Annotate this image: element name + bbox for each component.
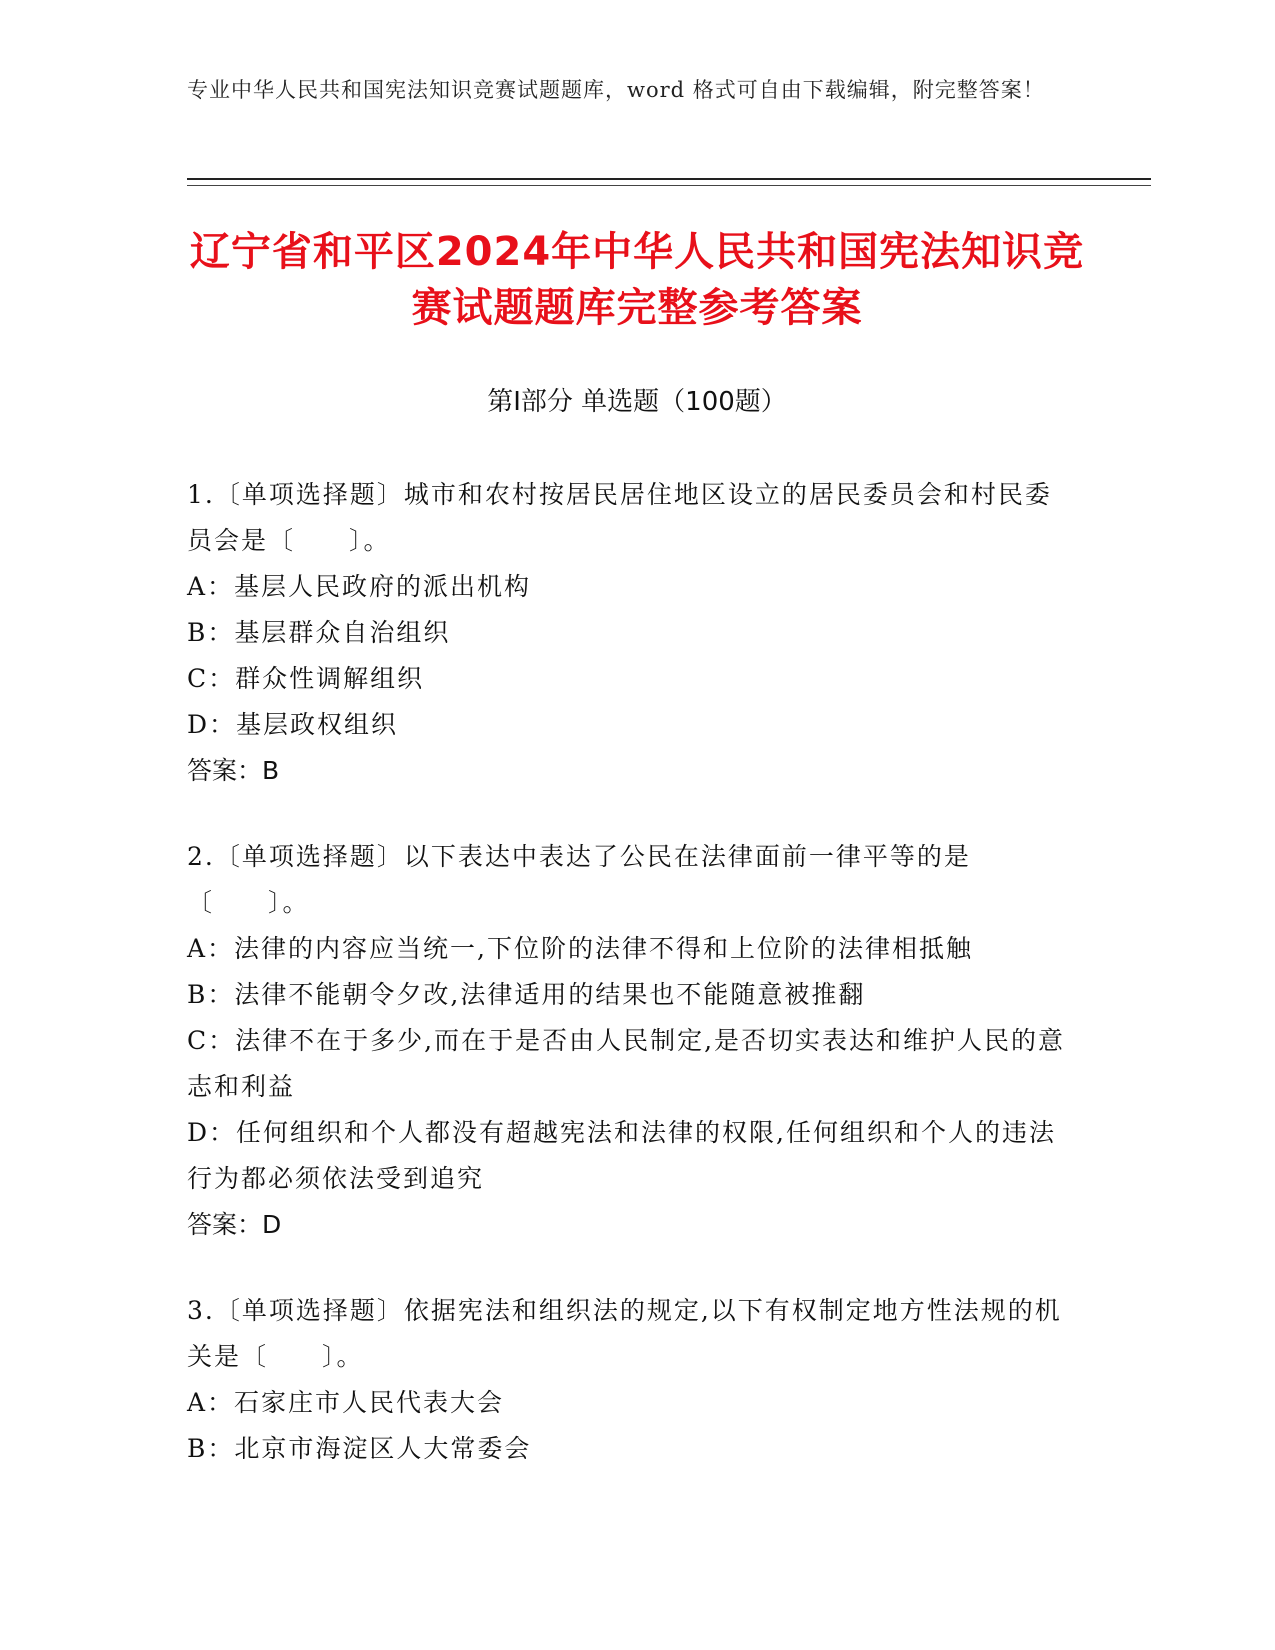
- option-a: A：石家庄市人民代表大会: [187, 1388, 505, 1417]
- option-b: B：基层群众自治组织: [187, 618, 451, 647]
- question-1: [187, 472, 1067, 794]
- question-3: [187, 1288, 1067, 1472]
- answer: 答案：D: [187, 1210, 282, 1239]
- header-rule-thin: [187, 185, 1151, 186]
- section-heading: 第Ⅰ部分 单选题（100题）: [487, 387, 787, 417]
- option-c: C：法律不在于多少,而在于是否由人民制定,是否切实表达和维护人民的意志和利益: [187, 1026, 1066, 1101]
- header-note: 专业中华人民共和国宪法知识竞赛试题题库，word 格式可自由下载编辑，附完整答案！: [187, 78, 1045, 102]
- question-stem: 2.〔单项选择题〕以下表达中表达了公民在法律面前一律平等的是〔 〕。: [187, 842, 971, 917]
- answer: 答案：B: [187, 756, 280, 785]
- option-a: A：法律的内容应当统一,下位阶的法律不得和上位阶的法律相抵触: [187, 934, 974, 963]
- option-d: D：任何组织和个人都没有超越宪法和法律的权限,任何组织和个人的违法行为都必须依法受到追究: [187, 1118, 1056, 1193]
- question-2: [187, 834, 1067, 1248]
- option-b: B：法律不能朝令夕改,法律适用的结果也不能随意被推翻: [187, 980, 866, 1009]
- question-stem: 1.〔单项选择题〕城市和农村按居民居住地区设立的居民委员会和村民委员会是〔 〕。: [187, 480, 1052, 555]
- header-rule-thick: [187, 178, 1151, 180]
- option-b: B：北京市海淀区人大常委会: [187, 1434, 532, 1463]
- question-stem: 3.〔单项选择题〕依据宪法和组织法的规定,以下有权制定地方性法规的机关是〔 〕。: [187, 1296, 1062, 1371]
- option-a: A：基层人民政府的派出机构: [187, 572, 532, 601]
- option-d: D：基层政权组织: [187, 710, 399, 739]
- document-title: 辽宁省和平区2024年中华人民共和国宪法知识竞赛试题题库完整参考答案: [189, 229, 1085, 331]
- option-c: C：群众性调解组织: [187, 664, 425, 693]
- question-list: [187, 472, 1067, 1512]
